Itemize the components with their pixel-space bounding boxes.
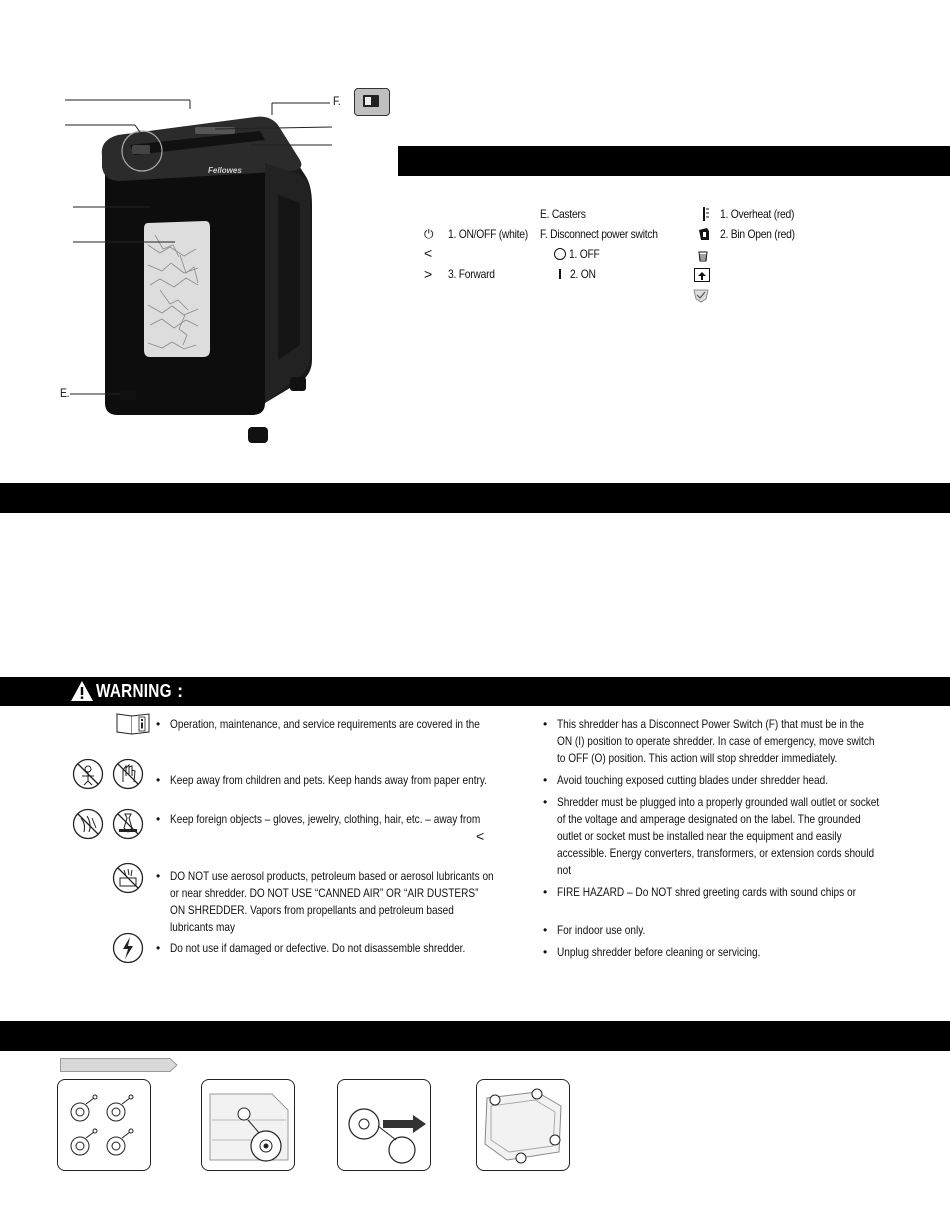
warning-left-item [156, 811, 556, 828]
bullet-icon: • [156, 869, 161, 883]
section-header-bar-2 [0, 483, 950, 513]
legend-disconnect: F. Disconnect power switch [540, 227, 658, 241]
bullet-icon: • [156, 717, 161, 731]
legend-overheat: 1. Overheat (red) [720, 207, 795, 221]
legend-forward: 3. Forward [448, 267, 495, 281]
warning-title [70, 679, 183, 703]
warning-right-text: FIRE HAZARD – Do NOT shred greeting cards with sound chips or [557, 885, 856, 899]
warning-right-item [543, 794, 943, 879]
warning-right-item [543, 884, 943, 901]
brand-logo: Fellowes [208, 166, 242, 175]
warning-left-text: Keep away from children and pets. Keep hands away from paper entry. [170, 773, 487, 787]
bullet-icon: • [156, 941, 161, 955]
shredder-diagram [60, 85, 400, 455]
warning-left-text: Operation, maintenance, and service requirements are covered in the [170, 717, 480, 731]
electric-shock-icon [112, 932, 144, 969]
paper-jam-icon [694, 268, 710, 282]
bullet-icon: • [543, 717, 548, 731]
warning-left-item [156, 940, 556, 957]
warning-triangle-icon [70, 680, 94, 702]
reverse-icon: < [424, 245, 433, 261]
no-children-icon [72, 758, 104, 795]
warning-left-item [156, 772, 556, 789]
section-header-bar [398, 146, 950, 176]
power-icon: ⏻ [424, 227, 434, 241]
bullet-icon: • [156, 773, 161, 787]
bin-open-icon [698, 227, 710, 246]
legend-on: 2. ON [570, 267, 596, 281]
warning-title-text: WARNING [96, 680, 172, 701]
hands-away-icon [112, 758, 144, 795]
read-manual-icon [116, 712, 150, 736]
section-header-bar-3 [0, 1021, 950, 1051]
warning-right-text: This shredder has a Disconnect Power Switch (F) that must be in the ON (I) position to operate shredder. In case of emergency, move switch to OFF (O) position. This action will stop shredder immediately. [557, 717, 875, 765]
warning-right-item [543, 944, 943, 961]
warning-right-item [543, 772, 943, 789]
warning-right-item [543, 922, 943, 939]
controls-legend [422, 205, 942, 305]
no-aerosol-icon [112, 862, 144, 899]
safety-shield-icon [693, 289, 709, 308]
bin-full-icon [697, 249, 709, 267]
shredder-illustration [60, 85, 400, 455]
no-loose-items-icon [72, 808, 104, 845]
legend-casters: E. Casters [540, 207, 586, 221]
warning-left-text: DO NOT use aerosol products, petroleum based or aerosol lubricants on or near shredder. DO NOT USE “CANNED AIR” OR “AIR DUSTERS” ON SHREDDER. Vapors from propellants and petroleum based lubricants may [170, 869, 494, 934]
no-tie-icon [112, 808, 144, 845]
legend-off: 1. OFF [569, 247, 600, 261]
step-3-insert-caster [337, 1079, 431, 1171]
callout-f-label: F. [333, 94, 341, 108]
warning-right-text: Shredder must be plugged into a properly grounded wall outlet or socket of the voltage and amperage designated on the label. The grounded outlet or socket must be installed near the equipment and easily accessible. Energy converters, transformers, or extension cords should not [557, 795, 880, 877]
disconnect-switch-icon [354, 88, 390, 116]
warning-right-text: Unplug shredder before cleaning or servicing. [557, 945, 761, 959]
warning-right-item [543, 716, 943, 767]
callout-e-label: E. [60, 386, 70, 400]
reverse-glyph: < [476, 828, 485, 844]
warning-left-text: Keep foreign objects – gloves, jewelry, clothing, hair, etc. – away from [170, 812, 481, 826]
step-1-casters [57, 1079, 151, 1171]
bullet-icon: • [543, 773, 548, 787]
warning-left-item [156, 716, 556, 733]
forward-icon: > [424, 266, 433, 282]
legend-on-off: 1. ON/OFF (white) [448, 227, 528, 241]
off-circle-icon [554, 248, 566, 260]
warning-title-colon: : [177, 680, 184, 701]
warning-right-text: Avoid touching exposed cutting blades under shredder head. [557, 773, 829, 787]
warning-left-item [156, 868, 556, 936]
bullet-icon: • [156, 812, 161, 826]
bullet-icon: • [543, 885, 548, 899]
warning-left-text: Do not use if damaged or defective. Do not disassemble shredder. [170, 941, 466, 955]
on-line-icon [559, 269, 561, 279]
step-2-flip [201, 1079, 295, 1171]
step-arrow-tab [60, 1058, 178, 1077]
step-4-upright [476, 1079, 570, 1171]
warning-right-text: For indoor use only. [557, 923, 646, 937]
bullet-icon: • [543, 795, 548, 809]
bullet-icon: • [543, 945, 548, 959]
legend-bin-open: 2. Bin Open (red) [720, 227, 795, 241]
overheat-icon [702, 207, 708, 221]
bullet-icon: • [543, 923, 548, 937]
